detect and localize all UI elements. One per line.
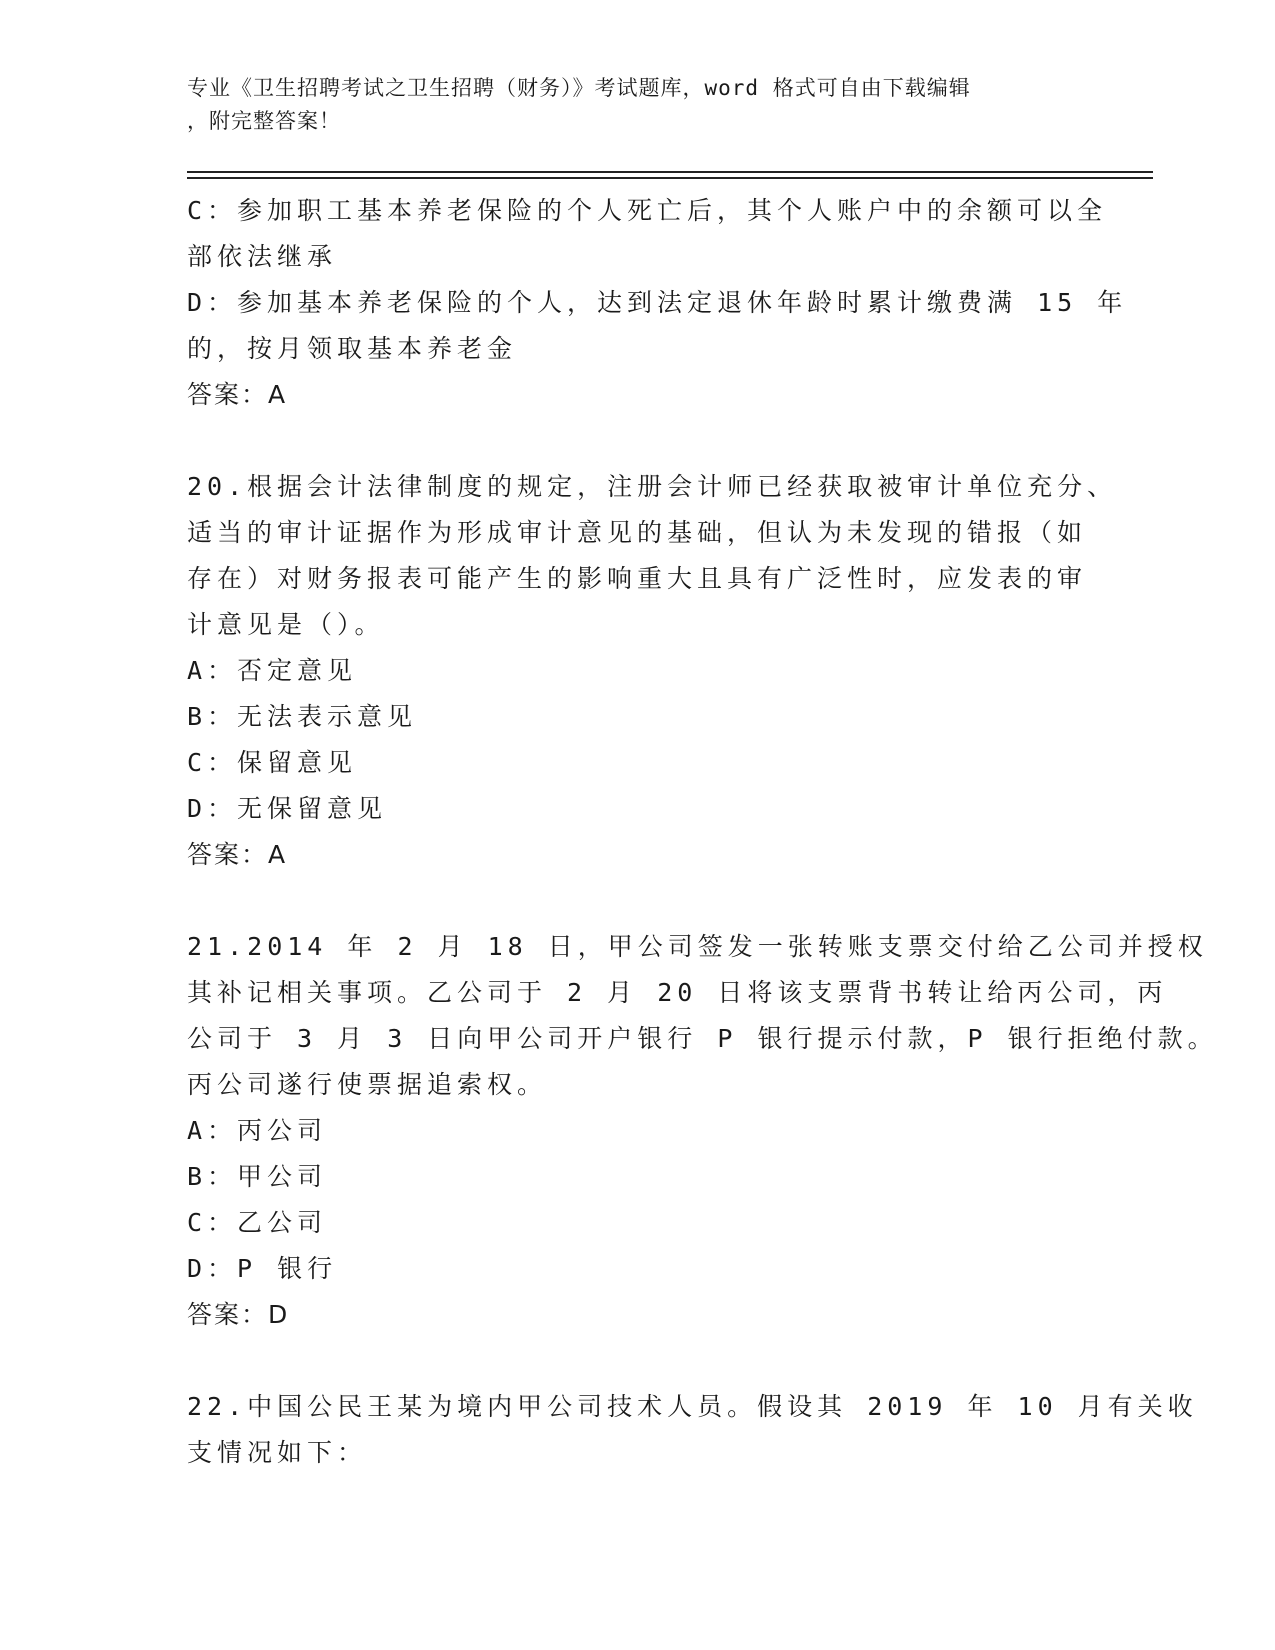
answer-19: 答案：A xyxy=(187,380,288,409)
question-20-option-d: D：无保留意见 xyxy=(187,794,388,823)
question-21-stem-1: 21.2014 年 2 月 18 日，甲公司签发一张转账支票交付给乙公司并授权 xyxy=(187,932,1208,961)
question-21-option-c: C：乙公司 xyxy=(187,1208,328,1237)
spacer xyxy=(187,1338,1087,1384)
option-d-line-2: 的，按月领取基本养老金 xyxy=(187,334,518,363)
question-20-stem-4: 计意见是（）。 xyxy=(187,610,385,639)
header-line-2: ，附完整答案！ xyxy=(187,109,341,133)
spacer xyxy=(187,878,1087,924)
question-20-option-b: B：无法表示意见 xyxy=(187,702,418,731)
question-21-option-a: A：丙公司 xyxy=(187,1116,328,1145)
question-19-remainder xyxy=(187,188,1128,418)
question-20-stem-1: 20.根据会计法律制度的规定，注册会计师已经获取被审计单位充分、 xyxy=(187,472,1118,501)
question-21-stem-4: 丙公司遂行使票据追索权。 xyxy=(187,1070,548,1099)
option-c-line-1: C：参加职工基本养老保险的个人死亡后，其个人账户中的余额可以全 xyxy=(187,196,1108,225)
spacer xyxy=(187,418,1087,464)
question-20-option-a: A：否定意见 xyxy=(187,656,358,685)
question-22-stem-2: 支情况如下： xyxy=(187,1438,368,1467)
question-20-option-c: C：保留意见 xyxy=(187,748,358,777)
header-rule-bottom xyxy=(187,177,1153,179)
question-22 xyxy=(187,1384,1198,1476)
header-rule-top xyxy=(187,171,1153,173)
document-header xyxy=(187,72,1067,138)
question-21-stem-2: 其补记相关事项。乙公司于 2 月 20 日将该支票背书转让给丙公司，丙 xyxy=(187,978,1168,1007)
question-21-stem-3: 公司于 3 月 3 日向甲公司开户银行 P 银行提示付款，P 银行拒绝付款。 xyxy=(187,1024,1218,1053)
header-line-1: 专业《卫生招聘考试之卫生招聘（财务）》考试题库，word 格式可自由下载编辑 xyxy=(187,76,971,100)
answer-21: 答案：D xyxy=(187,1300,290,1329)
question-22-stem-1: 22.中国公民王某为境内甲公司技术人员。假设其 2019 年 10 月有关收 xyxy=(187,1392,1198,1421)
question-21 xyxy=(187,924,1218,1338)
answer-20: 答案：A xyxy=(187,840,288,869)
document-body xyxy=(187,188,1218,1476)
question-20-stem-2: 适当的审计证据作为形成审计意见的基础，但认为未发现的错报（如 xyxy=(187,518,1088,547)
question-21-option-b: B：甲公司 xyxy=(187,1162,328,1191)
question-20 xyxy=(187,464,1118,878)
option-d-line-1: D：参加基本养老保险的个人，达到法定退休年龄时累计缴费满 15 年 xyxy=(187,288,1128,317)
question-21-option-d: D：P 银行 xyxy=(187,1254,338,1283)
option-c-line-2: 部依法继承 xyxy=(187,242,338,271)
question-20-stem-3: 存在）对财务报表可能产生的影响重大且具有广泛性时，应发表的审 xyxy=(187,564,1088,593)
